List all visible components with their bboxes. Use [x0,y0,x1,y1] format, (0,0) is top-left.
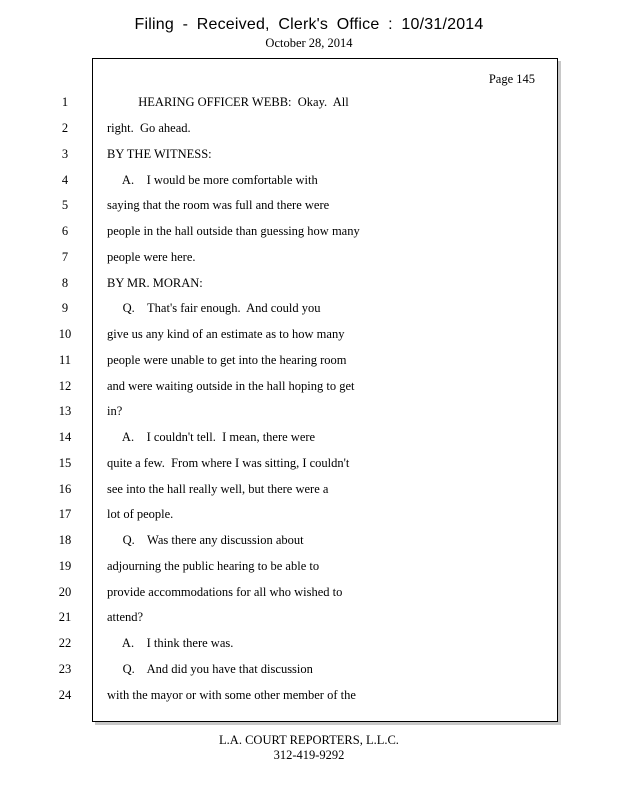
line-text: Q. That's fair enough. And could you [107,301,321,315]
transcript-line [0,301,618,321]
line-text: attend? [107,610,144,624]
line-text: see into the hall really well, but there were a [107,482,329,496]
line-text: A. I think there was. [107,636,234,650]
line-text: saying that the room was full and there were [107,198,330,212]
transcript-date: October 28, 2014 [265,36,353,50]
transcript-line [0,379,618,399]
line-number: 5 [61,198,69,212]
transcript-line [0,636,618,656]
line-number: 20 [58,585,72,599]
line-number: 14 [58,430,72,444]
line-text: right. Go ahead. [107,121,191,135]
line-number: 22 [58,636,72,650]
line-number: 19 [58,559,72,573]
transcript-line [0,430,618,450]
line-number: 9 [61,301,69,315]
transcript-line [0,198,618,218]
line-number: 21 [58,610,72,624]
line-text: people were here. [107,250,196,264]
line-text: A. I couldn't tell. I mean, there were [107,430,316,444]
line-number: 1 [61,95,69,109]
line-number: 24 [58,688,72,702]
transcript-line [0,276,618,296]
transcript-line [0,353,618,373]
transcript-line [0,662,618,682]
transcript-line [0,173,618,193]
line-number: 11 [58,353,72,367]
line-number: 2 [61,121,69,135]
line-text: A. I would be more comfortable with [107,173,318,187]
court-reporter-name: L.A. COURT REPORTERS, L.L.C. [219,733,399,747]
line-number: 6 [61,224,69,238]
line-number: 3 [61,147,69,161]
line-text: people in the hall outside than guessing how many [107,224,360,238]
transcript-line [0,327,618,347]
transcript-line [0,482,618,502]
line-text: lot of people. [107,507,174,521]
transcript-line [0,610,618,630]
line-text: Q. And did you have that discussion [107,662,313,676]
line-number: 23 [58,662,72,676]
line-text: Q. Was there any discussion about [107,533,304,547]
line-text: HEARING OFFICER WEBB: Okay. All [107,95,349,109]
line-number: 4 [61,173,69,187]
transcript-line [0,533,618,553]
transcript-line [0,95,618,115]
line-number: 7 [61,250,69,264]
transcript-line [0,585,618,605]
transcript-line [0,224,618,244]
transcript-line [0,688,618,708]
line-number: 12 [58,379,72,393]
line-text: quite a few. From where I was sitting, I couldn't [107,456,350,470]
line-text: with the mayor or with some other member of the [107,688,356,702]
filing-stamp: Filing - Received, Clerk's Office : 10/31/2014 [134,16,484,33]
transcript-line [0,121,618,141]
line-number: 16 [58,482,72,496]
transcript-line [0,250,618,270]
line-number: 17 [58,507,72,521]
line-number: 13 [58,404,72,418]
transcript-line [0,147,618,167]
line-number: 10 [58,327,72,341]
transcript-line [0,404,618,424]
line-text: BY MR. MORAN: [107,276,203,290]
line-text: and were waiting outside in the hall hoping to get [107,379,355,393]
line-number: 8 [61,276,69,290]
line-text: people were unable to get into the hearing room [107,353,347,367]
page-number: Page 145 [488,72,535,86]
transcript-line [0,559,618,579]
line-text: in? [107,404,123,418]
line-text: provide accommodations for all who wished to [107,585,343,599]
transcript-line [0,507,618,527]
transcript-line [0,456,618,476]
court-reporter-phone: 312-419-9292 [273,748,345,762]
line-text: BY THE WITNESS: [107,147,212,161]
line-number: 15 [58,456,72,470]
line-text: adjourning the public hearing to be able to [107,559,320,573]
line-text: give us any kind of an estimate as to how many [107,327,345,341]
line-number: 18 [58,533,72,547]
